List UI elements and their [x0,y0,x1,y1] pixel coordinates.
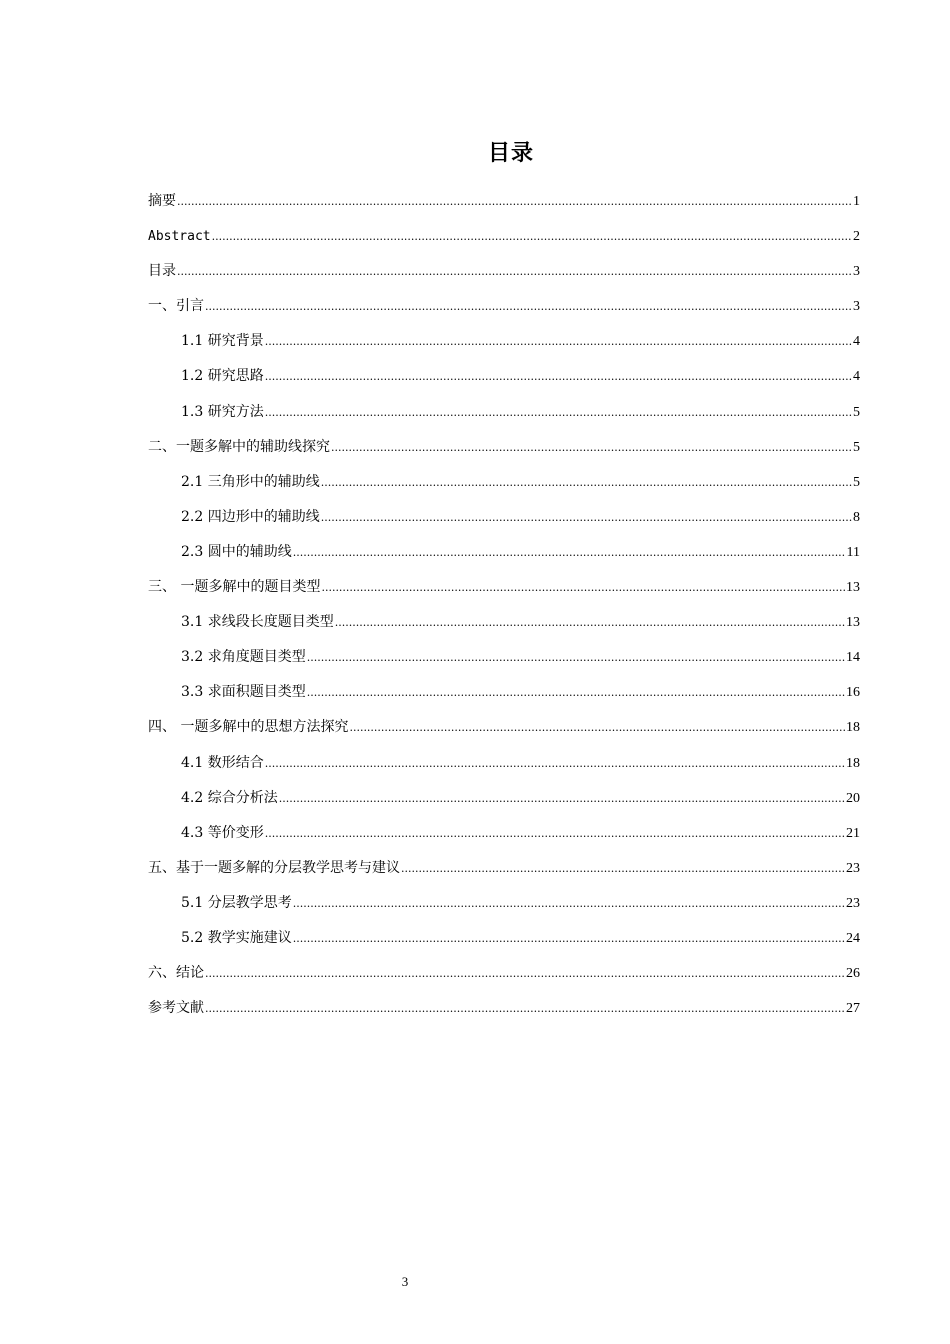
toc-leader [279,781,845,816]
toc-entry-page: 13 [846,615,860,631]
toc-entry-references[interactable] [148,991,860,1026]
toc-leader [307,640,845,675]
toc-leader [265,395,852,430]
toc-entry-label: 1.1 研究背景 [181,333,264,350]
toc-entry-section-4-3[interactable] [148,816,860,851]
toc-entry-page: 23 [846,895,860,911]
toc-leader [335,605,845,640]
toc-entry-section-2-1[interactable] [148,465,860,500]
toc-entry-section-4-1[interactable] [148,746,860,781]
toc-entry-chapter-5[interactable] [148,851,860,886]
toc-entry-chapter-2[interactable] [148,430,860,465]
toc-list [148,184,860,1026]
toc-entry-section-5-1[interactable] [148,886,860,921]
toc-entry-label: 4.1 数形结合 [181,754,264,771]
toc-leader [401,851,845,886]
toc-leader [321,465,852,500]
toc-leader [177,184,852,219]
toc-entry-label: 二、一题多解中的辅助线探究 [148,438,330,455]
toc-entry-label: 4.2 综合分析法 [181,789,278,806]
toc-entry-page: 16 [846,685,860,701]
toc-leader [265,359,852,394]
toc-entry-chapter-1[interactable] [148,289,860,324]
toc-entry-label: 一、引言 [148,298,204,315]
toc-leader [293,535,846,570]
toc-entry-label: 5.1 分层教学思考 [181,894,292,911]
toc-leader [265,746,845,781]
toc-leader [307,675,845,710]
toc-entry-label: 1.2 研究思路 [181,368,264,385]
toc-leader [265,324,852,359]
page-number: 3 [401,1274,409,1289]
toc-entry-section-3-3[interactable] [148,675,860,710]
toc-leader [265,816,845,851]
toc-entry-section-1-2[interactable] [148,359,860,394]
toc-entry-section-3-1[interactable] [148,605,860,640]
toc-entry-page: 3 [853,299,860,315]
toc-leader [205,289,852,324]
toc-entry-label: 2.2 四边形中的辅助线 [181,508,320,525]
toc-entry-label: 3.3 求面积题目类型 [181,684,306,701]
toc-entry-label: 四、 一题多解中的思想方法探究 [148,719,349,736]
toc-entry-label: 六、结论 [148,965,204,982]
toc-entry-label: Abstract [148,229,211,245]
toc-entry-section-1-1[interactable] [148,324,860,359]
toc-entry-abstract-cn[interactable] [148,184,860,219]
toc-entry-page: 4 [853,369,860,385]
toc-entry-label: 3.1 求线段长度题目类型 [181,614,334,631]
toc-entry-page: 24 [846,930,860,946]
toc-entry-label: 目录 [148,263,176,280]
toc-entry-chapter-4[interactable] [148,710,860,745]
toc-entry-page: 1 [853,194,860,209]
toc-entry-page: 23 [846,860,860,876]
toc-leader [331,430,852,465]
toc-entry-label: 5.2 教学实施建议 [181,929,292,946]
toc-entry-section-5-2[interactable] [148,921,860,956]
toc-entry-page: 21 [846,825,860,841]
toc-leader [293,921,845,956]
toc-leader [321,570,845,605]
toc-entry-abstract-en[interactable] [148,219,860,254]
toc-entry-page: 20 [846,790,860,806]
toc-entry-label: 1.3 研究方法 [181,403,264,420]
toc-entry-label: 2.3 圆中的辅助线 [181,543,292,560]
toc-entry-page: 27 [846,1001,860,1017]
toc-entry-label: 三、 一题多解中的题目类型 [148,579,321,596]
toc-entry-label: 五、基于一题多解的分层教学思考与建议 [148,859,400,876]
toc-entry-page: 14 [846,650,860,666]
toc-entry-page: 18 [846,755,860,771]
toc-entry-label: 4.3 等价变形 [181,824,264,841]
toc-entry-page: 26 [846,966,860,982]
toc-entry-label: 摘要 [148,193,176,209]
toc-title: 目录 [487,141,534,166]
toc-leader [212,219,852,254]
toc-entry-label: 2.1 三角形中的辅助线 [181,473,320,490]
toc-entry-section-2-3[interactable] [148,535,860,570]
toc-entry-page: 5 [853,404,860,420]
toc-entry-page: 13 [846,580,860,596]
toc-leader [321,500,852,535]
toc-entry-page: 4 [853,334,860,350]
toc-entry-section-4-2[interactable] [148,781,860,816]
toc-entry-chapter-6[interactable] [148,956,860,991]
toc-leader [205,991,845,1026]
toc-leader [177,254,852,289]
toc-entry-section-3-2[interactable] [148,640,860,675]
toc-entry-page: 11 [846,544,860,560]
toc-entry-page: 8 [853,509,860,525]
toc-entry-page: 5 [853,474,860,490]
toc-entry-label: 参考文献 [148,1000,204,1017]
toc-leader [205,956,845,991]
toc-entry-section-1-3[interactable] [148,395,860,430]
toc-entry-page: 18 [846,720,860,736]
toc-entry-page: 5 [853,439,860,455]
toc-entry-contents[interactable] [148,254,860,289]
toc-entry-section-2-2[interactable] [148,500,860,535]
toc-leader [293,886,845,921]
toc-entry-chapter-3[interactable] [148,570,860,605]
toc-leader [349,710,845,745]
toc-entry-page: 3 [853,264,860,280]
toc-entry-page: 2 [853,229,860,245]
toc-entry-label: 3.2 求角度题目类型 [181,649,306,666]
